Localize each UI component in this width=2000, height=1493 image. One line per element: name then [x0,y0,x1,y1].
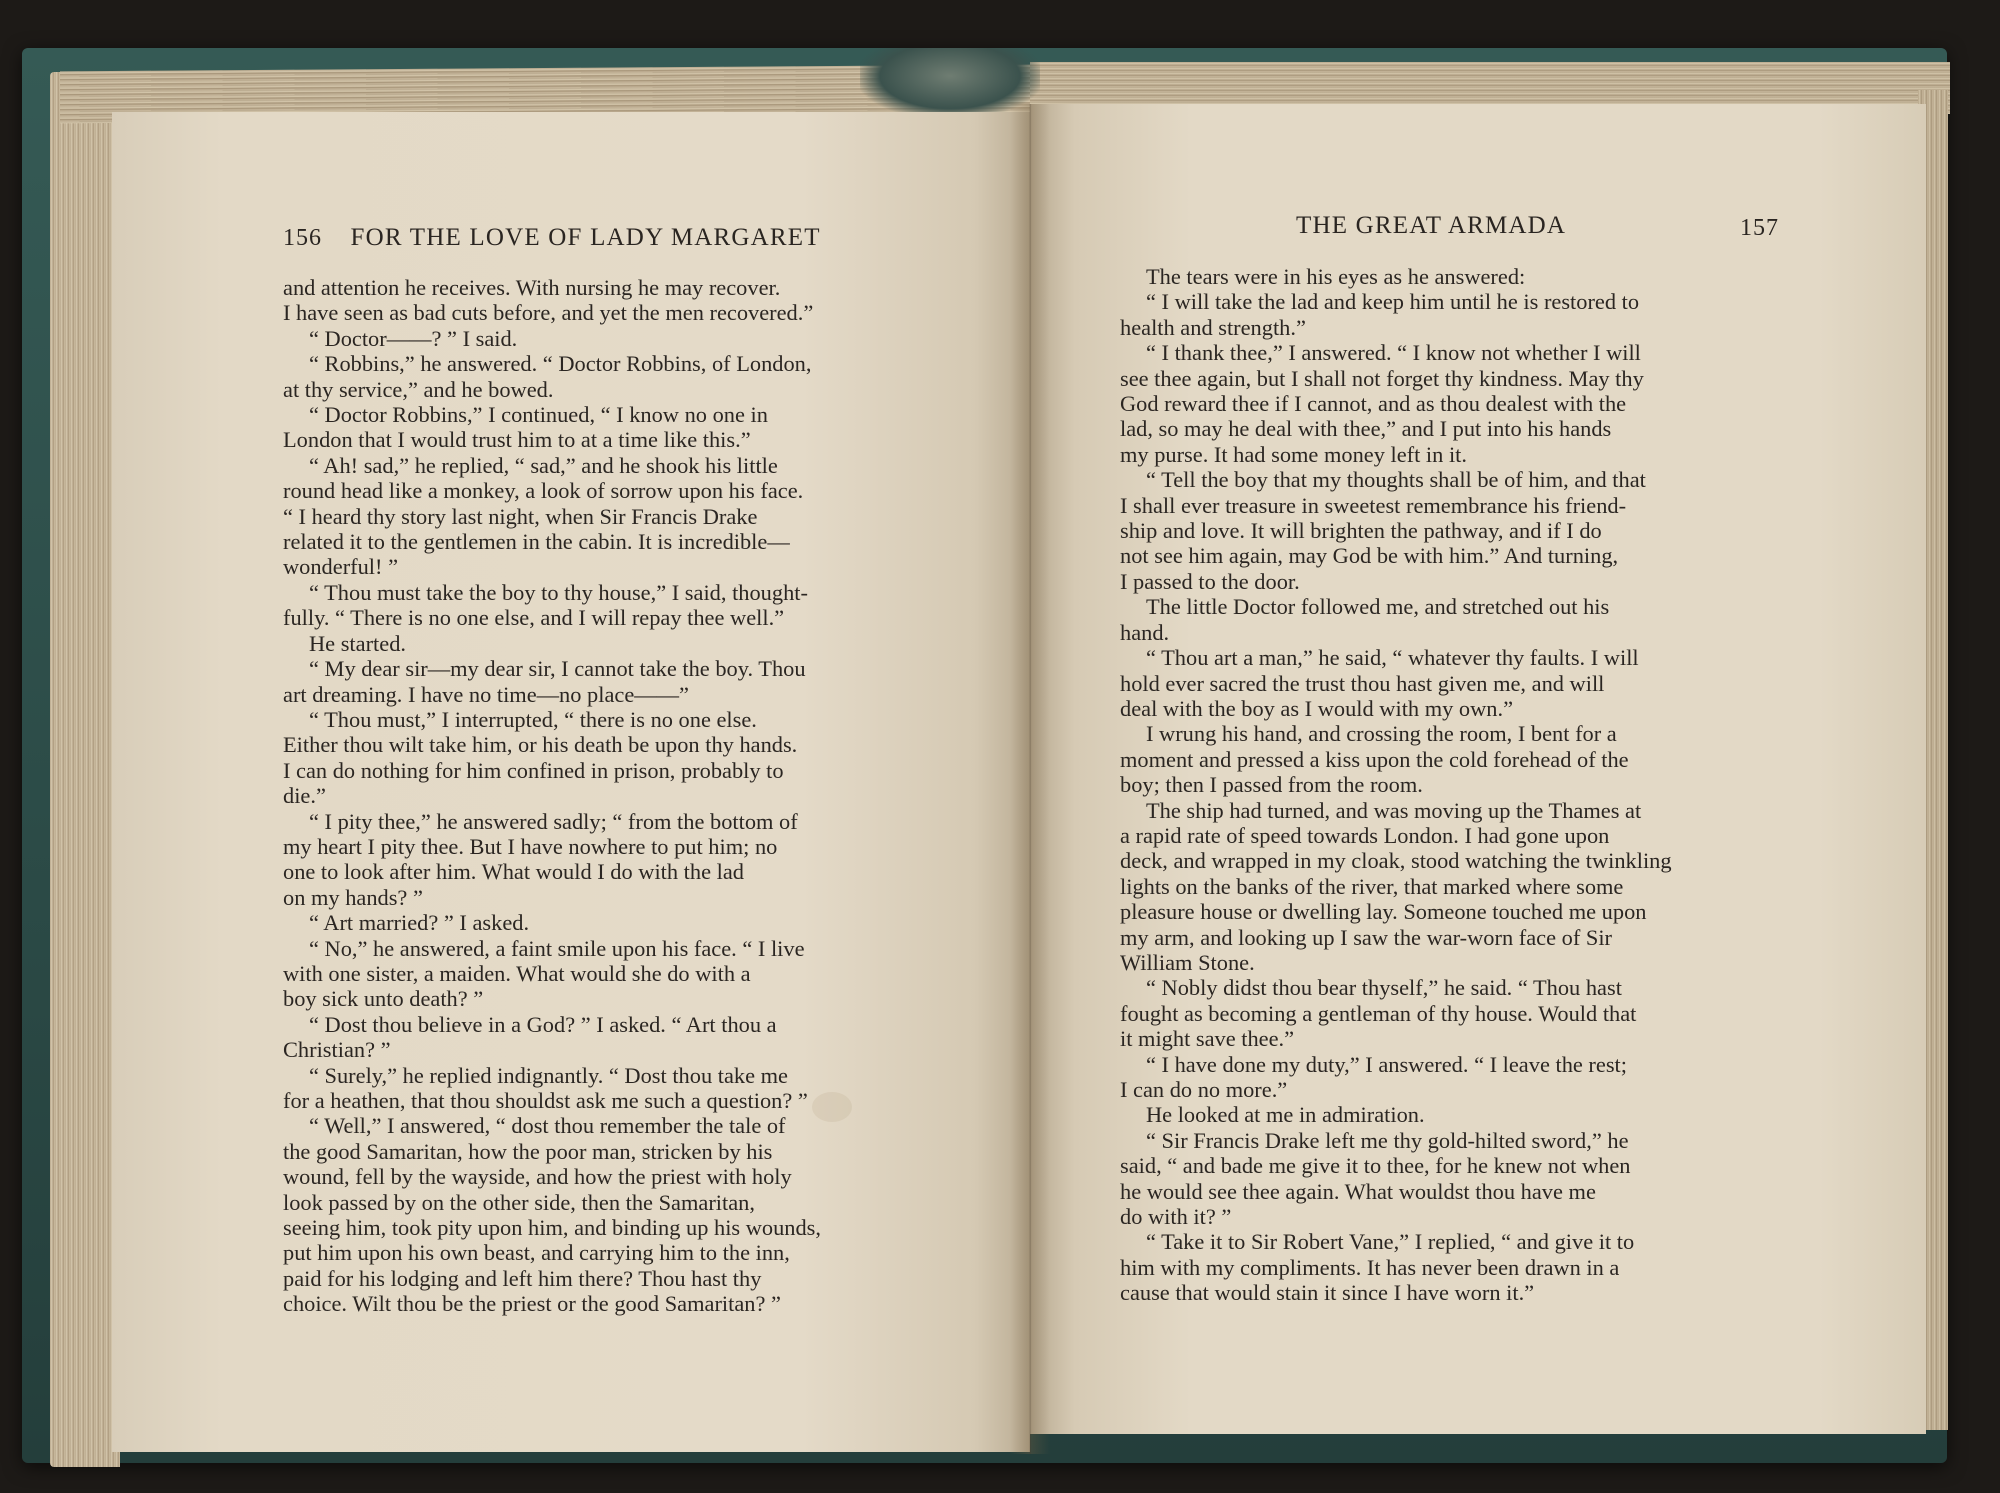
text-line: said, “ and bade me give it to thee, for he knew not when [1120,1153,1631,1179]
left-running-head-title: FOR THE LOVE OF LADY MARGARET [350,224,821,251]
text-line: “ Art married? ” I asked. [309,910,530,936]
text-line: my purse. It had some money left in it. [1120,441,1467,467]
text-line: him with my compliments. It has never been drawn in a [1120,1254,1620,1280]
text-line: “ I heard thy story last night, when Sir Francis Drake [283,503,758,529]
text-line: He started. [309,630,406,656]
text-line: “ I pity thee,” he answered sadly; “ from the bottom of [309,808,798,834]
text-line: pleasure house or dwelling lay. Someone touched me upon [1120,899,1647,925]
book-gutter [1010,104,1050,1454]
text-line: lad, so may he deal with thee,” and I put into his hands [1120,416,1612,442]
text-line: “ Thou art a man,” he said, “ whatever thy faults. I will [1146,645,1639,671]
text-line: paid for his lodging and left him there? Thou hast thy [283,1265,762,1291]
text-line: die.” [283,783,326,809]
text-line: deal with the boy as I would with my own.” [1120,695,1514,721]
text-line: it might save thee.” [1120,1026,1295,1052]
text-line: The little Doctor followed me, and stretched out his [1146,594,1610,620]
text-line: health and strength.” [1120,314,1306,340]
text-line: “ I thank thee,” I answered. “ I know not whether I will [1146,340,1641,366]
text-line: wonderful! ” [283,554,399,580]
text-line: I have seen as bad cuts before, and yet the men recovered.” [283,300,814,326]
text-line: and attention he receives. With nursing he may recover. [283,275,781,300]
text-line: on my hands? ” [283,884,423,910]
right-page-number: 157 [1740,215,1779,241]
text-line: ship and love. It will brighten the pathway, and if I do [1120,518,1602,544]
text-line: cause that would stain it since I have worn it.” [1120,1280,1535,1306]
right-running-head-title: THE GREAT ARMADA [1296,212,1567,239]
text-line: William Stone. [1120,949,1255,975]
text-line: the good Samaritan, how the poor man, stricken by his [283,1138,773,1164]
text-line: “ Sir Francis Drake left me thy gold-hilted sword,” he [1146,1127,1629,1153]
text-line: he would see thee again. What wouldst thou have me [1120,1178,1596,1204]
text-line: not see him again, may God be with him.” And turning, [1120,543,1619,569]
text-line: a rapid rate of speed towards London. I had gone upon [1120,822,1610,848]
text-line: I passed to the door. [1120,568,1300,594]
text-line: I can do no more.” [1120,1077,1288,1102]
left-page-number: 156 [283,225,322,251]
text-line: boy; then I passed from the room. [1120,772,1423,798]
text-line: “ Doctor Robbins,” I continued, “ I know no one in [309,402,768,428]
text-line: at thy service,” and he bowed. [283,376,554,402]
text-line: Either thou wilt take him, or his death be upon thy hands. [283,732,798,758]
text-line: He looked at me in admiration. [1146,1102,1425,1128]
text-line: I wrung his hand, and crossing the room, I bent for a [1146,721,1617,747]
right-page-body [1120,264,1778,1306]
text-line: “ My dear sir—my dear sir, I cannot take the boy. Thou [309,656,806,682]
text-line: moment and pressed a kiss upon the cold forehead of the [1120,746,1629,772]
text-line: “ Nobly didst thou bear thyself,” he said. “ Thou hast [1146,975,1622,1001]
right-running-head [1296,212,1566,240]
text-line: with one sister, a maiden. What would she do with a [283,960,751,986]
text-line: “ Doctor——? ” I said. [309,325,518,351]
text-line: my heart I pity thee. But I have nowhere to put him; no [283,833,778,859]
text-line: The ship had turned, and was moving up the Thames at [1146,797,1642,823]
text-line: “ I will take the lad and keep him until he is restored to [1146,289,1640,315]
text-line: hold ever sacred the trust thou hast given me, and will [1120,670,1605,696]
text-line: “ Surely,” he replied indignantly. “ Dost thou take me [309,1062,788,1088]
page-block-edge-left [50,72,120,1467]
text-line: put him upon his own beast, and carrying him to the inn, [283,1240,790,1266]
text-line: choice. Wilt thou be the priest or the good Samaritan? ” [283,1291,781,1317]
text-line: I shall ever treasure in sweetest remembrance his friend- [1120,492,1627,518]
text-line: related it to the gentlemen in the cabin. It is incredible— [283,529,790,555]
text-line: do with it? ” [1120,1204,1232,1230]
left-page-body [283,275,943,1317]
text-line: “ Thou must,” I interrupted, “ there is no one else. [309,706,757,732]
text-line: The tears were in his eyes as he answered: [1146,264,1526,289]
text-line: boy sick unto death? ” [283,986,484,1012]
text-line: “ No,” he answered, a faint smile upon his face. “ I live [309,935,805,961]
text-line: London that I would trust him to at a time like this.” [283,427,751,453]
text-line: lights on the banks of the river, that marked where some [1120,873,1624,899]
text-line: for a heathen, that thou shouldst ask me such a question? ” [283,1088,808,1113]
text-line: God reward thee if I cannot, and as thou dealest with the [1120,391,1627,417]
text-line: art dreaming. I have no time—no place——” [283,681,689,707]
text-line: look passed by on the other side, then the Samaritan, [283,1189,755,1215]
text-line: see thee again, but I shall not forget thy kindness. May thy [1120,365,1644,391]
text-line: one to look after him. What would I do with the lad [283,859,744,885]
text-line: deck, and wrapped in my cloak, stood watching the twinkling [1120,848,1672,874]
text-line: my arm, and looking up I saw the war-worn face of Sir [1120,924,1613,950]
text-line: “ Well,” I answered, “ dost thou remember the tale of [309,1113,786,1139]
text-line: wound, fell by the wayside, and how the priest with holy [283,1164,792,1190]
text-line: fully. “ There is no one else, and I will repay thee well.” [283,605,785,631]
text-line: “ Ah! sad,” he replied, “ sad,” and he shook his little [309,452,778,478]
text-line: hand. [1120,619,1170,645]
text-line: “ Tell the boy that my thoughts shall be of him, and that [1146,467,1646,493]
text-line: “ Robbins,” he answered. “ Doctor Robbins, of London, [309,351,812,377]
text-line: fought as becoming a gentleman of thy house. Would that [1120,1000,1637,1026]
text-line: “ Take it to Sir Robert Vane,” I replied, “ and give it to [1146,1229,1635,1255]
text-line: Christian? ” [283,1037,391,1063]
text-line: “ Thou must take the boy to thy house,” I said, thought- [309,579,808,605]
text-line: “ Dost thou believe in a God? ” I asked. “ Art thou a [309,1011,777,1037]
text-line: “ I have done my duty,” I answered. “ I leave the rest; [1146,1051,1627,1077]
text-line: round head like a monkey, a look of sorrow upon his face. [283,478,804,504]
text-line: I can do nothing for him confined in prison, probably to [283,757,784,783]
left-running-head [283,224,821,252]
text-line: seeing him, took pity upon him, and binding up his wounds, [283,1215,821,1241]
